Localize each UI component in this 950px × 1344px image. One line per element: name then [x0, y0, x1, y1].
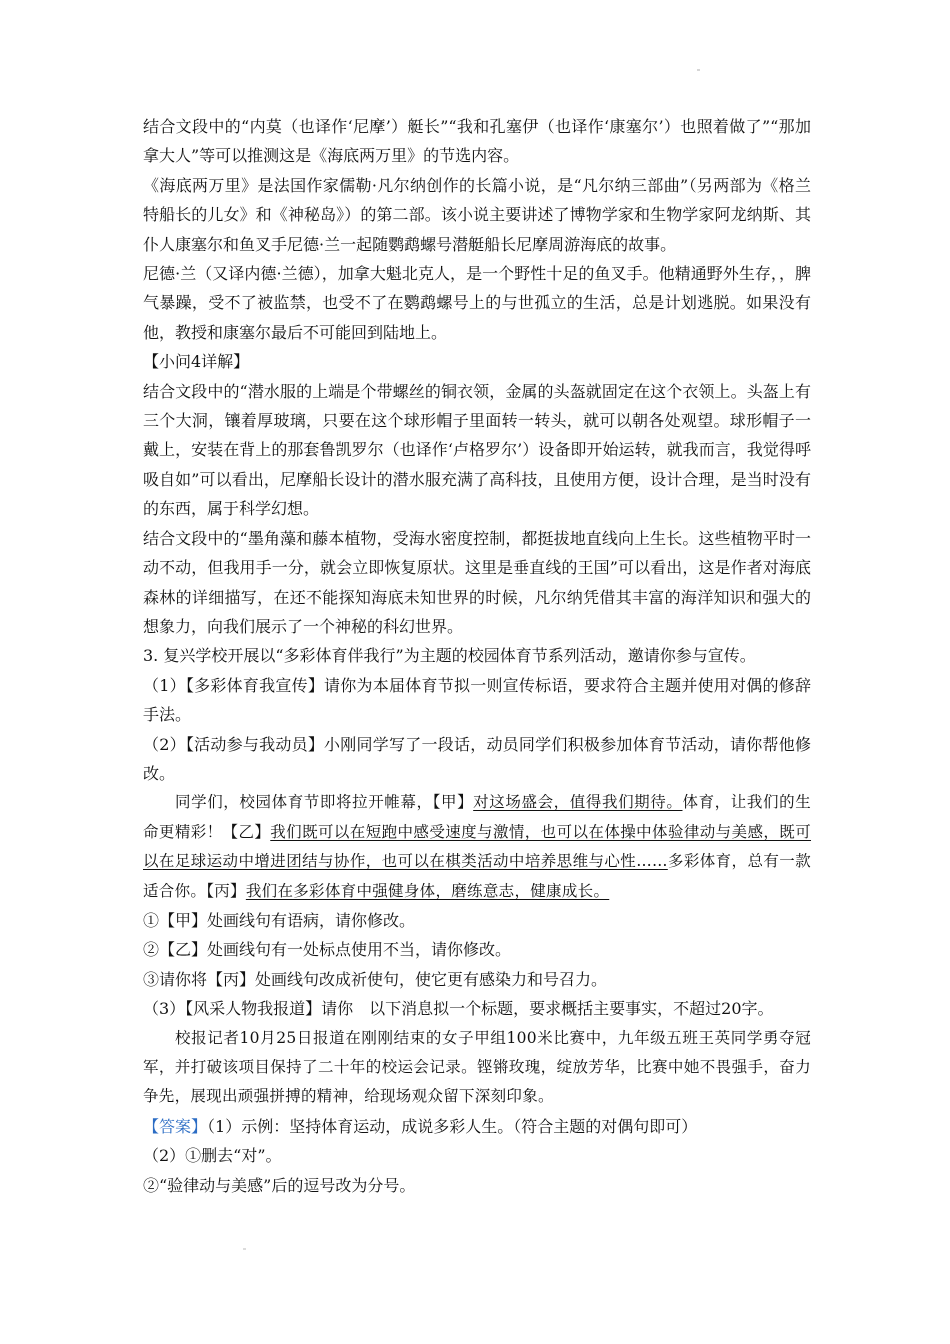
paragraph-novel-intro: 《海底两万里》是法国作家儒勒·凡尔纳创作的长篇小说，是“凡尔纳三部曲”（另两部为《格兰特船长的儿女》和《神秘岛》）的第二部。该小说主要讲述了博物学家和生物学家阿龙纳斯、其仆人康塞尔和鱼叉手尼德·兰一起随鹦鹉螺号潜艇船长尼摩周游海底的故事。: [143, 175, 811, 254]
answer-line-3: ②“验律动与美感”后的逗号改为分号。: [143, 1175, 416, 1195]
speech-part-1: 同学们，校园体育节即将拉开帷幕，【甲】: [175, 793, 474, 812]
paragraph-diving-suit: 结合文段中的“潜水服的上端是个带螺丝的铜衣领，金属的头盔就固定在这个衣领上。头盔上有三个大洞，镶着厚玻璃，只要在这个球形帽子里面转一转头，就可以朝各处观望。球形帽子一戴上，安装在背上的那套鲁凯罗尔（也译作‘卢格罗尔’）设备即开始运转，就我而言，我觉得呼吸自如”可以看出，尼摩船长设计的潜水服充满了高科技，且使用方便，设计合理，是当时没有的东西，属于科学幻想。: [143, 381, 811, 519]
question-3-part-2: （2）【活动参与我动员】小刚同学写了一段话，动员同学们积极参加体育节活动，请你帮他修改。: [143, 734, 811, 783]
mobilization-speech: [143, 788, 811, 906]
answer-tag: 【答案】: [143, 1116, 208, 1136]
heading-question-4: 【小问4详解】: [143, 352, 250, 372]
speech-part-5: 多彩体育，总有一款适合你。【丙】: [143, 852, 812, 900]
sub-question-3: ③请你将【丙】处画线句改成祈使句，使它更有感染力和号召力。: [143, 969, 608, 989]
document-page: [143, 112, 811, 1200]
scan-dot-bottom: [243, 1248, 246, 1250]
speech-part-3: 体育，让我们的生命更精彩！【乙】: [143, 793, 811, 841]
scan-dot-top: [697, 69, 700, 71]
speech-underline-yi: 我们既可以在短跑中感受速度与激情，也可以在体操中体验律动与美感，既可以在足球运动中增进团结与协作，也可以在棋类活动中培养思维与心性……: [143, 822, 812, 871]
sub-question-1: ①【甲】处画线句有语病，请你修改。: [143, 910, 416, 930]
news-report: 校报记者10月25日报道在刚刚结束的女子甲组100米比赛中，九年级五班王英同学勇夺冠军，并打破该项目保持了二十年的校运会记录。铿锵玫瑰，绽放芳华，比赛中她不畏强手，奋力争先，展现出顽强拼搏的精神，给现场观众留下深刻印象。: [143, 1028, 811, 1106]
speech-underline-bing: 我们在多彩体育中强健身体，磨练意志，健康成长。: [245, 881, 610, 900]
answer-1-text: （1）示例：坚持体育运动，成说多彩人生。（符合主题的对偶句即可）: [207, 1116, 698, 1136]
paragraph-ned-land: 尼德·兰（又译内德·兰德），加拿大魁北克人，是一个野性十足的鱼叉手。他精通野外生存，，脾气暴躁，受不了被监禁，也受不了在鹦鹉螺号上的与世孤立的生活，总是计划逃脱。如果没有他，教授和康塞尔最后不可能回到陆地上。: [143, 264, 811, 342]
answer-line-2: （2）①删去“对”。: [143, 1146, 282, 1166]
question-3-part-3: （3）【风采人物我报道】请你 以下消息拟一个标题，要求概括主要事实，不超过20字。: [143, 999, 774, 1019]
question-3-part-1: （1）【多彩体育我宣传】请你为本届体育节拟一则宣传标语，要求符合主题并使用对偶的修辞手法。: [143, 675, 811, 725]
speech-underline-jia: 对这场盛会，值得我们期待。: [473, 793, 683, 812]
question-3-title: 3. 复兴学校开展以“多彩体育伴我行”为主题的校园体育节系列活动，邀请你参与宣传。: [143, 646, 756, 666]
paragraph-inference: 结合文段中的“内莫（也译作‘尼摩’）艇长”“我和孔塞伊（也译作‘康塞尔’）也照着做了”“那加拿大人”等可以推测这是《海底两万里》的节选内容。: [143, 117, 811, 166]
sub-question-2: ②【乙】处画线句有一处标点使用不当，请你修改。: [143, 940, 512, 960]
answer-line-1: [143, 1112, 811, 1141]
paragraph-sea-forest: 结合文段中的“墨角藻和藤本植物，受海水密度控制，都挺拔地直线向上生长。这些植物平时一动不动，但我用手一分，就会立即恢复原状。这里是垂直线的王国”可以看出，这是作者对海底森林的详细描写，在还不能探知海底未知世界的时候，凡尔纳凭借其丰富的海洋知识和强大的想象力，向我们展示了一个神秘的科幻世界。: [143, 528, 811, 636]
